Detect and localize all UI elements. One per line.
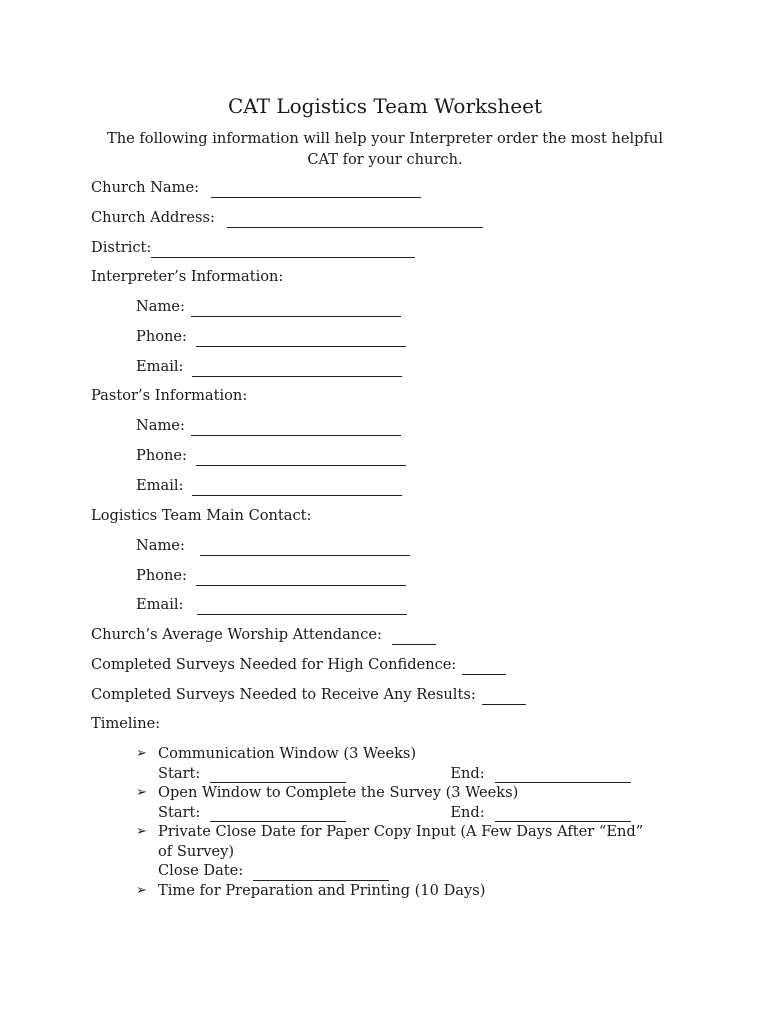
- close-date-label: Close Date:: [158, 862, 244, 879]
- logistics-email-row: [136, 595, 407, 615]
- surveys-high-row: [91, 655, 506, 675]
- arrow-bullet-icon: ➢: [136, 746, 147, 761]
- pastor-phone-row: [136, 446, 406, 466]
- district-field[interactable]: [151, 243, 415, 258]
- page-title: CAT Logistics Team Worksheet: [227, 94, 543, 118]
- interpreter-email-row: [136, 357, 402, 377]
- pastor-phone-label: Phone:: [136, 447, 187, 464]
- attendance-field[interactable]: [392, 630, 436, 645]
- communication-start-field[interactable]: [210, 768, 346, 783]
- district-row: [91, 238, 415, 258]
- church-name-field[interactable]: [211, 183, 421, 198]
- pastor-phone-field[interactable]: [196, 451, 406, 466]
- logistics-name-row: [136, 536, 410, 556]
- church-address-label: Church Address:: [91, 209, 215, 226]
- timeline-item-text: Open Window to Complete the Survey (3 Weeks): [158, 784, 519, 801]
- arrow-bullet-icon: ➢: [136, 824, 147, 839]
- surveys-high-label: Completed Surveys Needed for High Confidence:: [91, 656, 457, 673]
- timeline-heading: Timeline:: [91, 715, 161, 732]
- interpreter-name-label: Name:: [136, 298, 185, 315]
- pastor-name-label: Name:: [136, 417, 185, 434]
- interpreter-heading: Interpreter’s Information:: [91, 268, 284, 285]
- church-address-row: [91, 208, 483, 228]
- timeline-item-preparation: [136, 881, 485, 901]
- surveys-any-row: [91, 685, 526, 705]
- open-window-start-field[interactable]: [210, 807, 346, 822]
- district-label: District:: [91, 239, 152, 256]
- start-label: Start:: [158, 764, 201, 782]
- logistics-phone-row: [136, 566, 406, 586]
- logistics-name-label: Name:: [136, 537, 185, 554]
- timeline-item-text: Time for Preparation and Printing (10 Days): [158, 882, 486, 899]
- timeline-item-text: Private Close Date for Paper Copy Input (A Few Days After “End”: [158, 823, 644, 840]
- attendance-label: Church’s Average Worship Attendance:: [91, 626, 382, 643]
- surveys-any-label: Completed Surveys Needed to Receive Any Results:: [91, 686, 476, 703]
- pastor-email-row: [136, 476, 402, 496]
- interpreter-email-field[interactable]: [192, 362, 402, 377]
- interpreter-name-row: [136, 297, 401, 317]
- logistics-email-field[interactable]: [197, 600, 407, 615]
- pastor-email-label: Email:: [136, 477, 184, 494]
- pastor-name-row: [136, 416, 401, 436]
- timeline-item-communication: [136, 744, 631, 783]
- attendance-row: [91, 625, 436, 645]
- timeline-item-open-window: [136, 783, 631, 822]
- church-name-label: Church Name:: [91, 179, 200, 196]
- end-label: End:: [450, 803, 485, 821]
- interpreter-phone-label: Phone:: [136, 328, 187, 345]
- logistics-name-field[interactable]: [200, 541, 410, 556]
- logistics-heading: Logistics Team Main Contact:: [91, 507, 312, 524]
- timeline-item-text-cont: of Survey): [158, 842, 235, 860]
- logistics-phone-field[interactable]: [196, 571, 406, 586]
- interpreter-phone-field[interactable]: [196, 332, 406, 347]
- intro-text: The following information will help your Interpreter order the most helpful CAT for your church.: [107, 130, 663, 168]
- start-label: Start:: [158, 803, 201, 821]
- open-window-end-field[interactable]: [495, 807, 631, 822]
- logistics-email-label: Email:: [136, 596, 184, 613]
- timeline-item-close-date: [136, 822, 643, 881]
- surveys-any-field[interactable]: [482, 690, 526, 705]
- interpreter-name-field[interactable]: [191, 302, 401, 317]
- communication-end-field[interactable]: [495, 768, 631, 783]
- arrow-bullet-icon: ➢: [136, 785, 147, 800]
- surveys-high-field[interactable]: [462, 660, 506, 675]
- pastor-heading: Pastor’s Information:: [91, 387, 248, 404]
- church-name-row: [91, 178, 421, 198]
- interpreter-phone-row: [136, 327, 406, 347]
- pastor-name-field[interactable]: [191, 421, 401, 436]
- timeline-item-text: Communication Window (3 Weeks): [158, 745, 417, 762]
- church-address-field[interactable]: [227, 213, 483, 228]
- end-label: End:: [450, 764, 485, 782]
- interpreter-email-label: Email:: [136, 358, 184, 375]
- pastor-email-field[interactable]: [192, 481, 402, 496]
- logistics-phone-label: Phone:: [136, 567, 187, 584]
- close-date-field[interactable]: [253, 866, 389, 881]
- arrow-bullet-icon: ➢: [136, 883, 147, 898]
